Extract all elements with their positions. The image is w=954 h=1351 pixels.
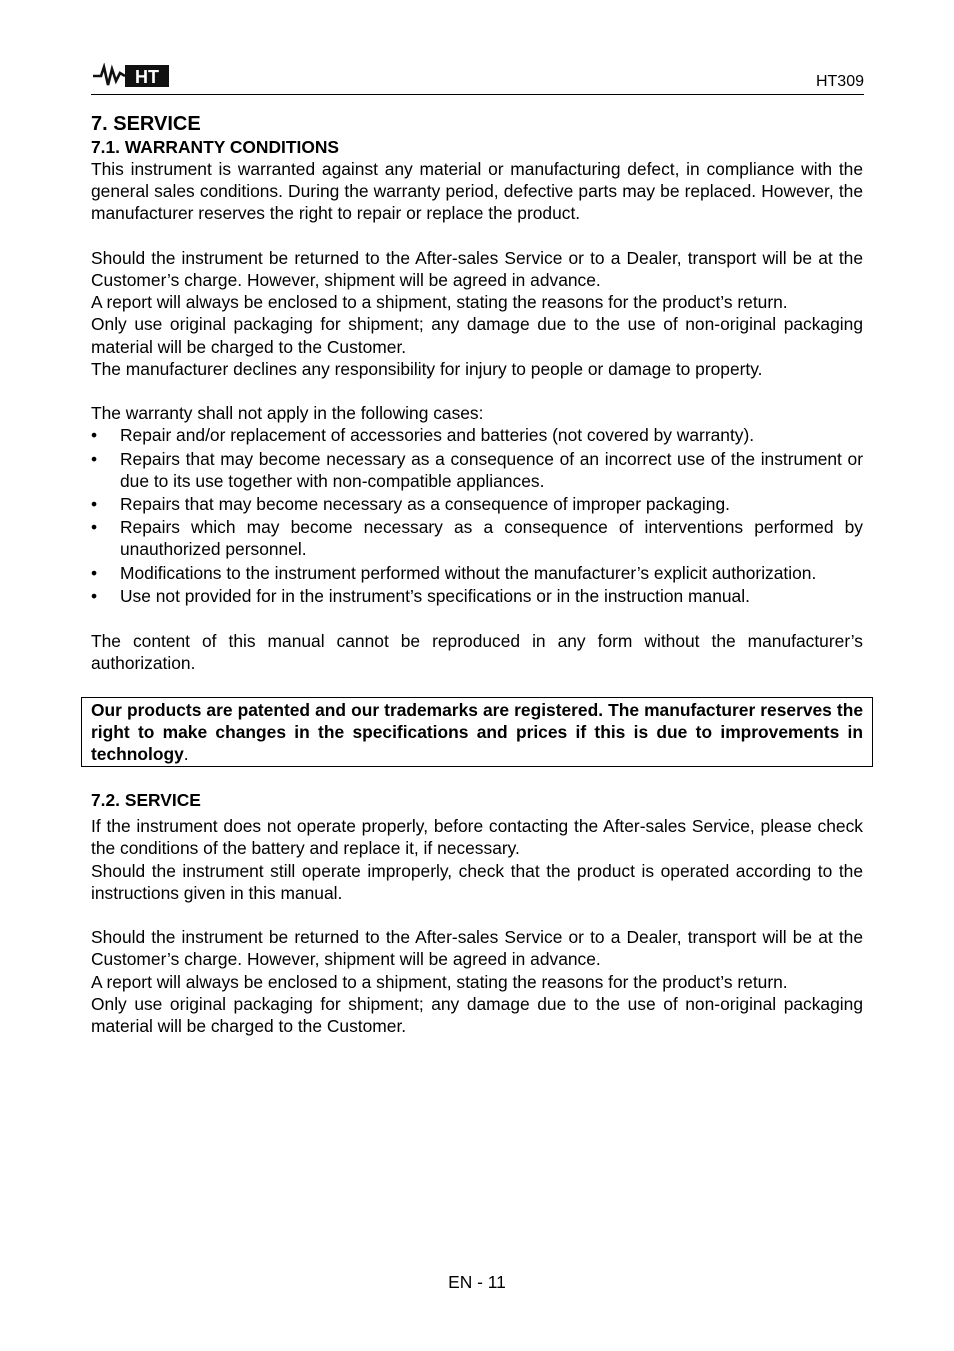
warranty-exclusions-list xyxy=(91,424,863,607)
warranty-cases-intro: The warranty shall not apply in the following cases: xyxy=(91,403,484,424)
page-content xyxy=(91,112,863,1037)
warranty-heading: 7.1. WARRANTY CONDITIONS xyxy=(91,137,340,157)
list-item: • Use not provided for in the instrument’s specifications or in the instruction manual. xyxy=(91,585,750,606)
section-title: 7. SERVICE xyxy=(91,113,201,135)
copyright-paragraph: The content of this manual cannot be reproduced in any form without the manufacturer’s authorization. xyxy=(91,631,863,674)
warranty-paragraph-3: A report will always be enclosed to a shipment, stating the reasons for the product’s return. xyxy=(91,292,788,313)
bullet-icon: • xyxy=(91,517,98,538)
list-item: • Repairs which may become necessary as a consequence of interventions performed by unauthorized personnel. xyxy=(91,517,863,560)
ht-logo xyxy=(91,63,171,89)
service-paragraph-4: A report will always be enclosed to a shipment, stating the reasons for the product’s return. xyxy=(91,971,788,992)
service-paragraph-3: Should the instrument be returned to the After-sales Service or to a Dealer, transport will be at the Customer’s charge. However, shipment will be agreed in advance. xyxy=(91,927,863,970)
bullet-icon: • xyxy=(91,448,98,469)
list-item: • Repairs that may become necessary as a consequence of an incorrect use of the instrument or due to its use together with non-compatible appliances. xyxy=(91,448,863,491)
warranty-paragraph-4: Only use original packaging for shipment; any damage due to the use of non-original packaging material will be charged to the Customer. xyxy=(91,314,863,357)
page-header xyxy=(91,60,864,95)
page-number: EN - 11 xyxy=(448,1272,506,1292)
service-paragraph-5: Only use original packaging for shipment; any damage due to the use of non-original packaging material will be charged to the Customer. xyxy=(91,993,863,1037)
bullet-icon: • xyxy=(91,425,98,446)
service-heading: 7.2. SERVICE xyxy=(91,790,201,811)
trademark-notice-text: Our products are patented and our trademarks are registered. The manufacturer reserves the right to make changes in the specifications and prices if this is due to improvements in technology xyxy=(91,699,863,765)
service-paragraph-1: If the instrument does not operate properly, before contacting the After-sales Service, please check the conditions of the battery and replace it, if necessary. xyxy=(91,816,863,859)
bullet-icon: • xyxy=(91,494,98,515)
trademark-notice-period: . xyxy=(183,744,189,765)
warranty-paragraph-2: Should the instrument be returned to the After-sales Service or to a Dealer, transport will be at the Customer’s charge. However, shipment will be agreed in advance. xyxy=(91,247,863,290)
list-item: • Modifications to the instrument performed without the manufacturer’s explicit authorization. xyxy=(91,562,817,583)
model-number: HT309 xyxy=(815,73,864,90)
bullet-icon: • xyxy=(91,585,98,606)
svg-text:HT: HT xyxy=(135,67,159,87)
trademark-notice-box xyxy=(81,697,873,768)
service-paragraph-2: Should the instrument still operate improperly, check that the product is operated according to the instructions given in this manual. xyxy=(91,860,863,903)
warranty-paragraph-1: This instrument is warranted against any material or manufacturing defect, in compliance with the general sales conditions. During the warranty period, defective parts may be replaced. However, the manufacturer reserves the right to repair or replace the product. xyxy=(91,159,863,224)
bullet-icon: • xyxy=(91,562,98,583)
warranty-paragraph-5: The manufacturer declines any responsibility for injury to people or damage to property. xyxy=(91,358,763,379)
list-item: • Repair and/or replacement of accessories and batteries (not covered by warranty). xyxy=(91,425,755,446)
list-item: • Repairs that may become necessary as a consequence of improper packaging. xyxy=(91,494,730,515)
